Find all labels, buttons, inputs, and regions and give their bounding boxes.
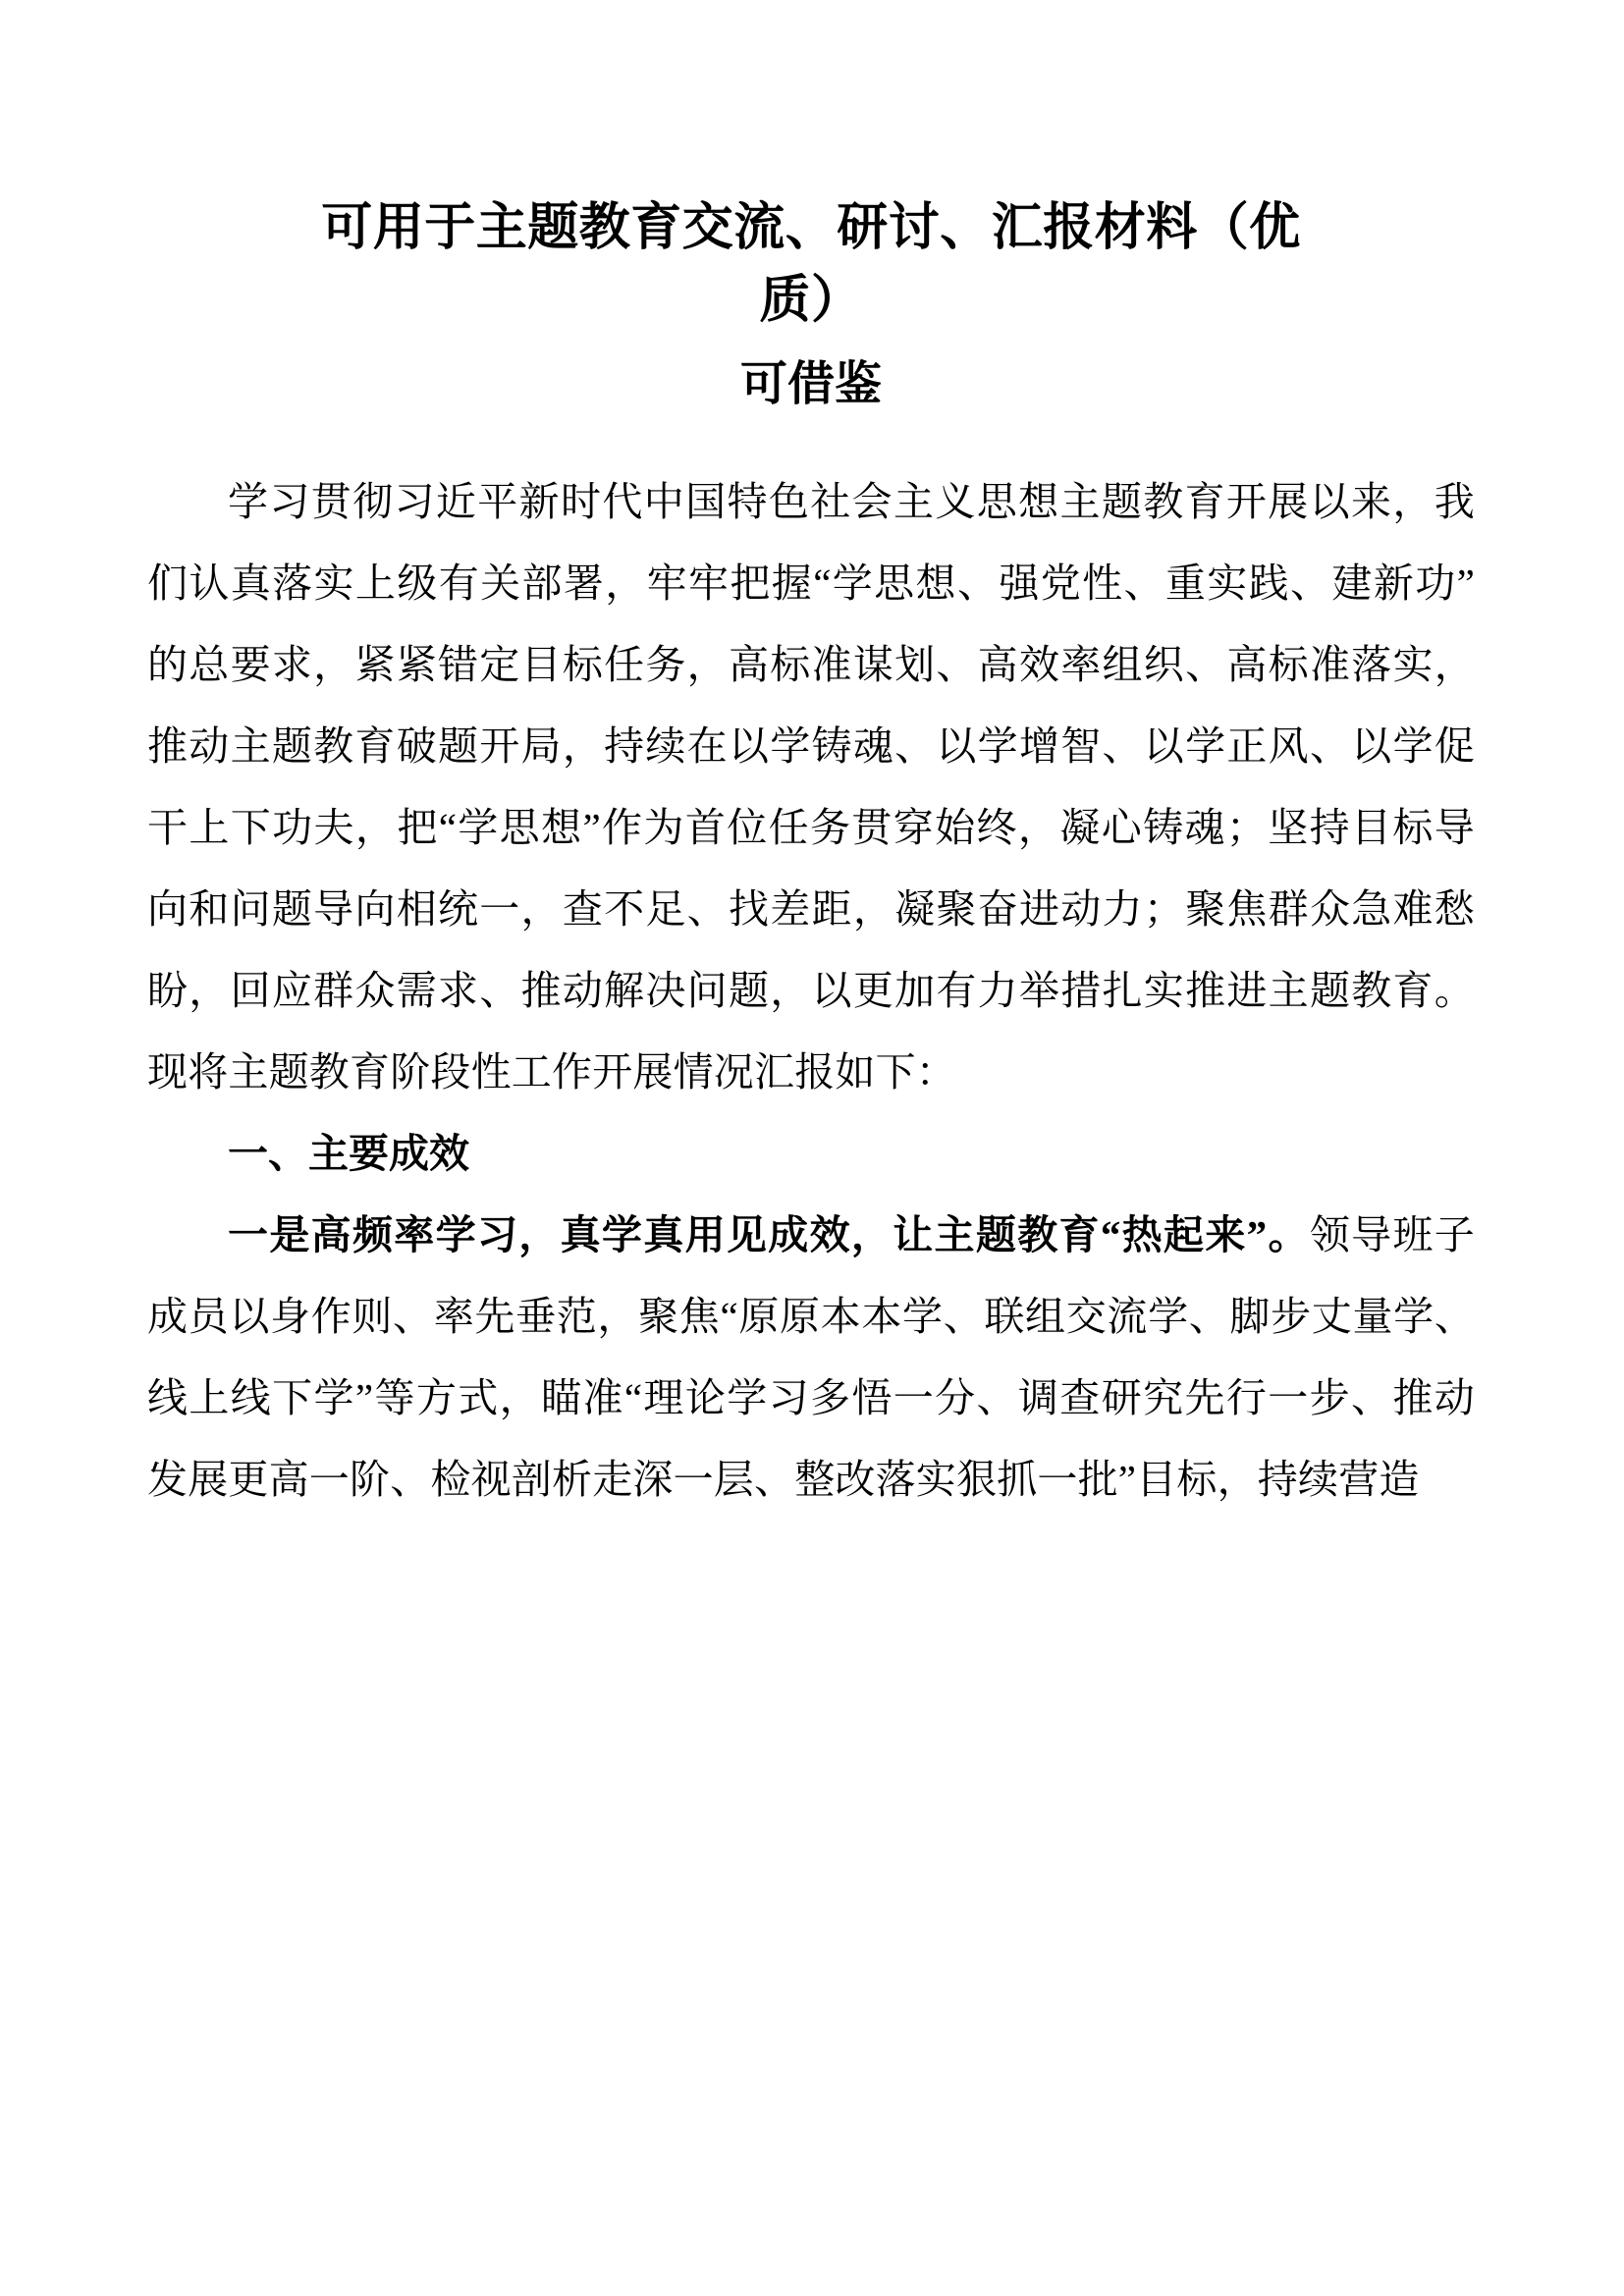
document-title-line-2: 质） (759, 273, 863, 329)
paragraph-section-1-item-1-lead: 一是高频率学习，真学真用见成效，让主题教育“热起来”。 (228, 1212, 1310, 1257)
paragraph-intro (147, 461, 1475, 1113)
paragraph-intro-text: 学习贯彻习近平新时代中国特色社会主义思想主题教育开展以来，我们认真落实上级有关部署，牢牢把握“学思想、强党性、重实践、建新功”的总要求，紧紧错定目标任务，高标准谋划、高效率组织、高标准落实，推动主题教育破题开局，持续在以学铸魂、以学增智、以学正风、以学促干上下功夫，把“学思想”作为首位任务贯穿始终，凝心铸魂；坚持目标导向和问题导向相统一，查不足、找差距，凝聚奋进动力；聚焦群众急难愁盼，回应群众需求、推动解决问题，以更加有力举措扎实推进主题教育。现将主题教育阶段性工作开展情况汇报如下： (147, 479, 1475, 1095)
document-title-line-1: 可用于主题教育交流、研讨、汇报材料（优 (321, 200, 1301, 256)
section-heading-main-results (147, 1113, 1475, 1195)
document-subtitle: 可借鉴 (739, 358, 882, 410)
document-body (147, 461, 1475, 1521)
section-heading-main-results-text: 一、主要成效 (228, 1131, 469, 1176)
paragraph-section-1-item-1-text: 领导班子成员以身作则、率先垂范，聚焦“原原本本学、联组交流学、脚步丈量学、线上线下学”等方式，瞄准“理论学习多悟一分、调查研究先行一步、推动发展更高一阶、检视剖析走深一层、整改落实狠抓一批”目标，持续营造 (147, 1212, 1475, 1502)
document-title-block (147, 192, 1475, 432)
paragraph-section-1-item-1 (147, 1195, 1475, 1521)
document-content (147, 192, 1475, 1521)
